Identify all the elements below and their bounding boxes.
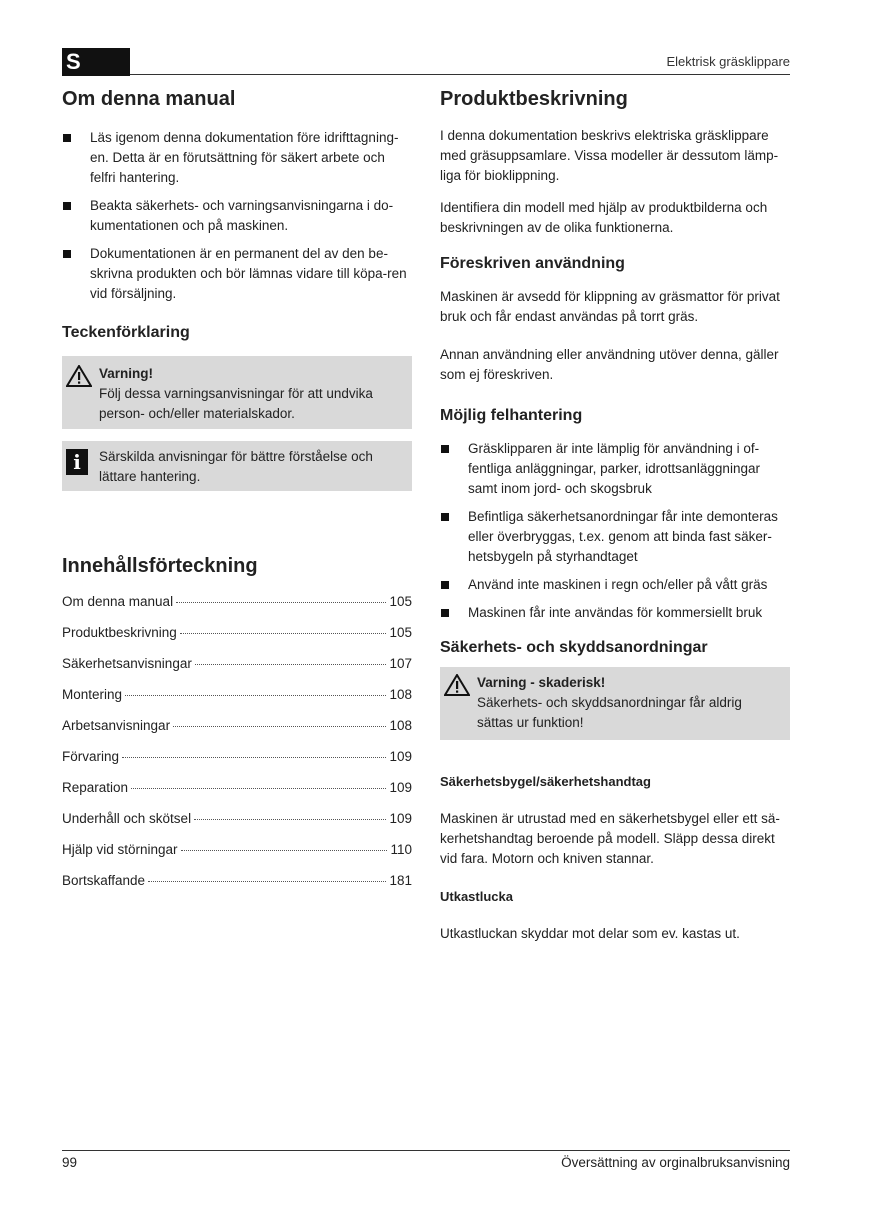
toc-entry-page: 108: [389, 687, 412, 702]
toc-entry: [62, 873, 412, 893]
list-item: Använd inte maskinen i regn och/eller på vått gräs: [440, 575, 790, 595]
toc-entry-page: 181: [389, 873, 412, 888]
list-item: Läs igenom denna dokumentation före idrifttagning-en. Detta är en förutsättning för säkert arbete och felfri hantering.: [62, 128, 412, 188]
legend-heading: Teckenförklaring: [62, 324, 190, 341]
toc-leader-dots: [122, 757, 386, 758]
product-heading: Produktbeskrivning: [440, 88, 628, 110]
about-heading: Om denna manual: [62, 88, 236, 110]
bullet-icon: [441, 445, 449, 453]
toc-leader-dots: [180, 633, 387, 634]
toc-entry-title: Om denna manual: [62, 594, 174, 609]
toc-leader-dots: [194, 819, 386, 820]
intended-use-heading: Föreskriven användning: [440, 255, 625, 272]
toc-entry-title: Produktbeskrivning: [62, 625, 177, 640]
footer-rule: [62, 1150, 790, 1151]
toc-leader-dots: [176, 602, 386, 603]
page-number: 99: [62, 1155, 78, 1170]
toc-entry-title: Säkerhetsanvisningar: [62, 656, 192, 671]
header-title: Elektrisk gräsklippare: [666, 54, 790, 69]
toc-entry-title: Underhåll och skötsel: [62, 811, 192, 826]
toc-entry: [62, 687, 412, 707]
toc-entry: [62, 780, 412, 800]
list-item: Gräsklipparen är inte lämplig för användning i of-fentliga anläggningar, parker, idrottsanläggningar samt inom jord- och skogsbruk: [440, 439, 790, 499]
toc-entry-page: 109: [389, 811, 412, 826]
bullet-icon: [63, 202, 71, 210]
toc-entry: [62, 811, 412, 831]
language-badge: S: [62, 48, 130, 76]
toc-entry-page: 109: [389, 780, 412, 795]
toc-entry: [62, 625, 412, 645]
toc-entry: [62, 656, 412, 676]
safety-bar-paragraph: Maskinen är utrustad med en säkerhetsbygel eller ett sä-kerhetshandtag beroende på modell. Släpp dessa direkt vid fara. Motorn och kniven stannar.: [440, 811, 780, 866]
warning-triangle-icon: [444, 674, 470, 696]
misuse-list: [440, 439, 790, 623]
info-icon: i: [66, 449, 88, 475]
toc-leader-dots: [131, 788, 386, 789]
toc-entry-page: 110: [390, 842, 412, 857]
product-paragraph-1: I denna dokumentation beskrivs elektriska gräsklippare med gräsuppsamlare. Vissa modeller är dessutom lämp-liga för bioklippning.: [440, 128, 779, 183]
toc-entry: [62, 842, 412, 862]
bullet-icon: [441, 609, 449, 617]
toc-entry-page: 105: [389, 625, 412, 640]
toc-entry-page: 105: [389, 594, 412, 609]
safety-warning-box: [440, 667, 790, 740]
toc-entry-title: Bortskaffande: [62, 873, 146, 888]
about-list: [62, 128, 412, 304]
toc-leader-dots: [195, 664, 387, 665]
warning-text: Följ dessa varningsanvisningar för att undvika person- och/eller materialskador.: [99, 386, 373, 421]
intended-use-paragraph-2: Annan användning eller användning utöver denna, gäller som ej föreskriven.: [440, 347, 779, 382]
toc-entry-title: Arbetsanvisningar: [62, 718, 171, 733]
toc-entry: [62, 718, 412, 738]
toc-entry-title: Montering: [62, 687, 123, 702]
toc-entry: [62, 594, 412, 614]
info-text: Särskilda anvisningar för bättre förståelse och lättare hantering.: [99, 449, 373, 484]
bullet-icon: [441, 513, 449, 521]
toc-entry-page: 108: [389, 718, 412, 733]
warning-triangle-icon: [66, 365, 92, 387]
list-item: Maskinen får inte användas för kommersiellt bruk: [440, 603, 790, 623]
list-item: Dokumentationen är en permanent del av den be-skrivna produkten och bör lämnas vidare till köpa-ren vid försäljning.: [62, 244, 412, 304]
discharge-flap-paragraph: Utkastluckan skyddar mot delar som ev. kastas ut.: [440, 926, 740, 941]
safety-warning-text: Säkerhets- och skyddsanordningar får aldrig sättas ur funktion!: [477, 695, 742, 730]
left-column: [62, 84, 412, 893]
toc-entry-title: Reparation: [62, 780, 129, 795]
toc-entry-title: Hjälp vid störningar: [62, 842, 178, 857]
toc-entry-page: 107: [389, 656, 412, 671]
toc-entry-page: 109: [389, 749, 412, 764]
safety-bar-heading: Säkerhetsbygel/säkerhetshandtag: [440, 774, 651, 789]
toc-leader-dots: [125, 695, 386, 696]
intended-use-paragraph-1: Maskinen är avsedd för klippning av gräsmattor för privat bruk och får endast användas på torrt gräs.: [440, 289, 780, 324]
product-paragraph-2: Identifiera din modell med hjälp av produktbilderna och beskrivningen av de olika funktionerna.: [440, 200, 768, 235]
toc-entry: [62, 749, 412, 769]
header-rule: [130, 74, 790, 75]
info-box: [62, 441, 412, 491]
safety-warning-title: Varning - skaderisk!: [477, 675, 606, 690]
toc-heading: Innehållsförteckning: [62, 555, 258, 577]
warning-box: [62, 356, 412, 429]
toc-leader-dots: [181, 850, 388, 851]
list-item: Befintliga säkerhetsanordningar får inte demonteras eller överbryggas, t.ex. genom att binda fast säker-hetsbygeln på styrhandtaget: [440, 507, 790, 567]
right-column: [440, 84, 790, 944]
misuse-heading: Möjlig felhantering: [440, 407, 583, 424]
toc-entry-title: Förvaring: [62, 749, 120, 764]
warning-title: Varning!: [99, 366, 154, 381]
bullet-icon: [441, 581, 449, 589]
bullet-icon: [63, 134, 71, 142]
list-item: Beakta säkerhets- och varningsanvisningarna i do-kumentationen och på maskinen.: [62, 196, 412, 236]
safety-heading: Säkerhets- och skyddsanordningar: [440, 639, 708, 656]
toc-leader-dots: [148, 881, 386, 882]
toc-leader-dots: [173, 726, 386, 727]
bullet-icon: [63, 250, 71, 258]
discharge-flap-heading: Utkastlucka: [440, 889, 513, 904]
footer-title: Översättning av orginalbruksanvisning: [561, 1155, 790, 1170]
table-of-contents: [62, 594, 412, 893]
